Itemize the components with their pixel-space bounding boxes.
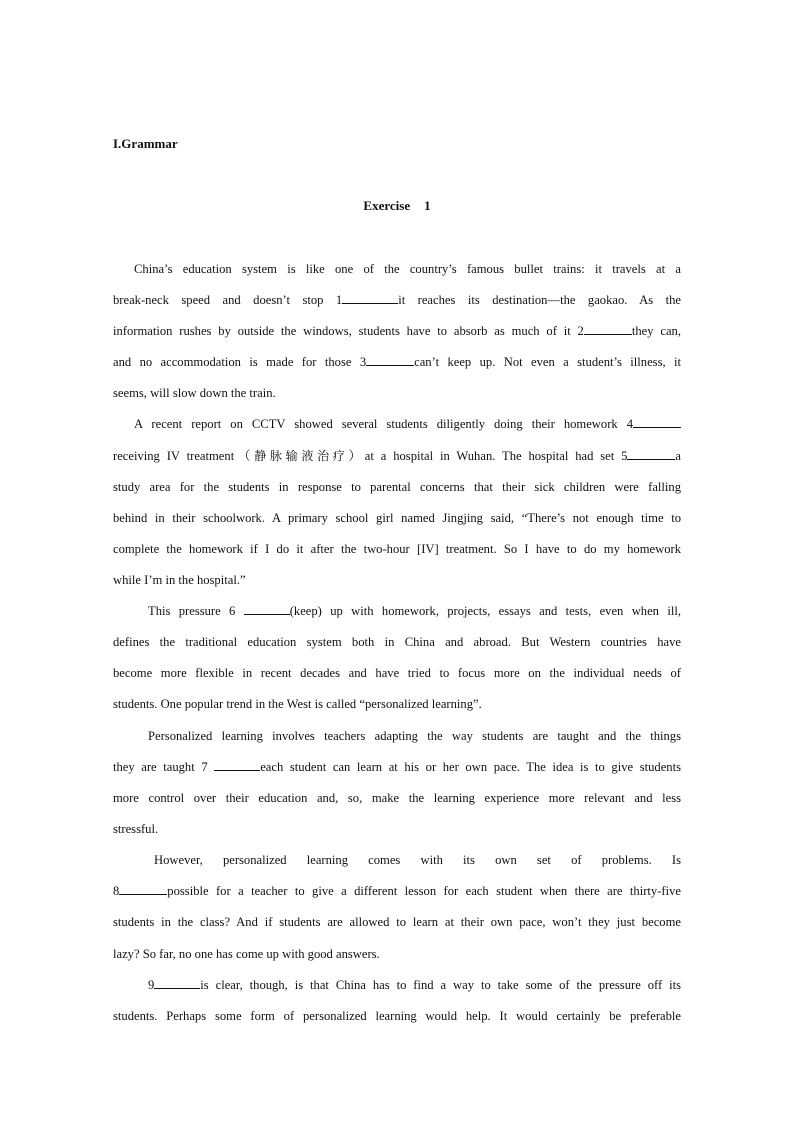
blank-7[interactable] (214, 759, 260, 771)
text-line: they are taught 7 each student can learn at his or her own pace. The idea is to give students (113, 760, 681, 774)
exercise-number: 1 (424, 198, 431, 213)
text-line: 9 is clear, though, is that China has to find a way to take some of the pressure off its (148, 978, 681, 992)
text-line: students. Perhaps some form of personalized learning would help. It would certainly be preferable (113, 1009, 681, 1023)
blank-8[interactable] (119, 883, 167, 895)
text-line: behind in their schoolwork. A primary school girl named Jingjing said, “There’s not enough time to (113, 511, 681, 525)
blank-1[interactable] (342, 292, 398, 304)
text-line: while I’m in the hospital.” (113, 573, 246, 587)
text-line: become more flexible in recent decades and have tried to focus more on the individual needs of (113, 666, 681, 680)
text-line: students in the class? And if students are allowed to learn at their own pace, won’t they just become (113, 915, 681, 929)
section-title: I.Grammar (113, 136, 178, 151)
text-line: This pressure 6 (keep) up with homework, projects, essays and tests, even when ill, (148, 604, 681, 618)
text-line: break-neck speed and doesn’t stop 1 it reaches its destination—the gaokao. As the (113, 293, 682, 307)
text-line: lazy? So far, no one has come up with good answers. (113, 947, 380, 961)
blank-4[interactable] (633, 416, 681, 428)
blank-9[interactable] (154, 977, 200, 989)
blank-3[interactable] (366, 354, 414, 366)
chinese-gloss: 静脉输液治疗 (254, 449, 349, 463)
text-line: Personalized learning involves teachers adapting the way students are taught and the things (148, 729, 681, 743)
blank-6[interactable] (244, 603, 290, 615)
blank-5[interactable] (627, 448, 675, 460)
text-line: more control over their education and, so, make the learning experience more relevant and less (113, 791, 681, 805)
blank-2[interactable] (584, 323, 632, 335)
text-line: study area for the students in response to parental concerns that their sick children were falling (113, 480, 681, 494)
text-line: China’s education system is like one of the country’s famous bullet trains: it travels at a (134, 262, 681, 276)
text-line: However, personalized learning comes with its own set of problems. Is (154, 853, 681, 867)
text-line: stressful. (113, 822, 159, 836)
text-line: A recent report on CCTV showed several students diligently doing their homework 4 (113, 416, 681, 432)
text-line: and no accommodation is made for those 3 can’t keep up. Not even a student’s illness, it (113, 355, 681, 369)
text-line: information rushes by outside the windows, students have to absorb as much of it 2 they can, (113, 324, 681, 338)
text-line: 8 possible for a teacher to give a different lesson for each student when there are thirty-five (113, 884, 681, 898)
text-line: complete the homework if I do it after the two-hour [IV] treatment. So I have to do my homework (113, 542, 681, 556)
text-line: receiving IV treatment（静脉输液治疗）at a hospital in Wuhan. The hospital had set 5 a (113, 449, 681, 463)
text-line: seems, will slow down the train. (113, 386, 276, 400)
exercise-label: Exercise (363, 198, 411, 213)
text-line: defines the traditional education system both in China and abroad. But Western countries have (113, 635, 681, 649)
text-line: students. One popular trend in the West is called “personalized learning”. (113, 697, 482, 711)
exercise-title (0, 198, 794, 214)
